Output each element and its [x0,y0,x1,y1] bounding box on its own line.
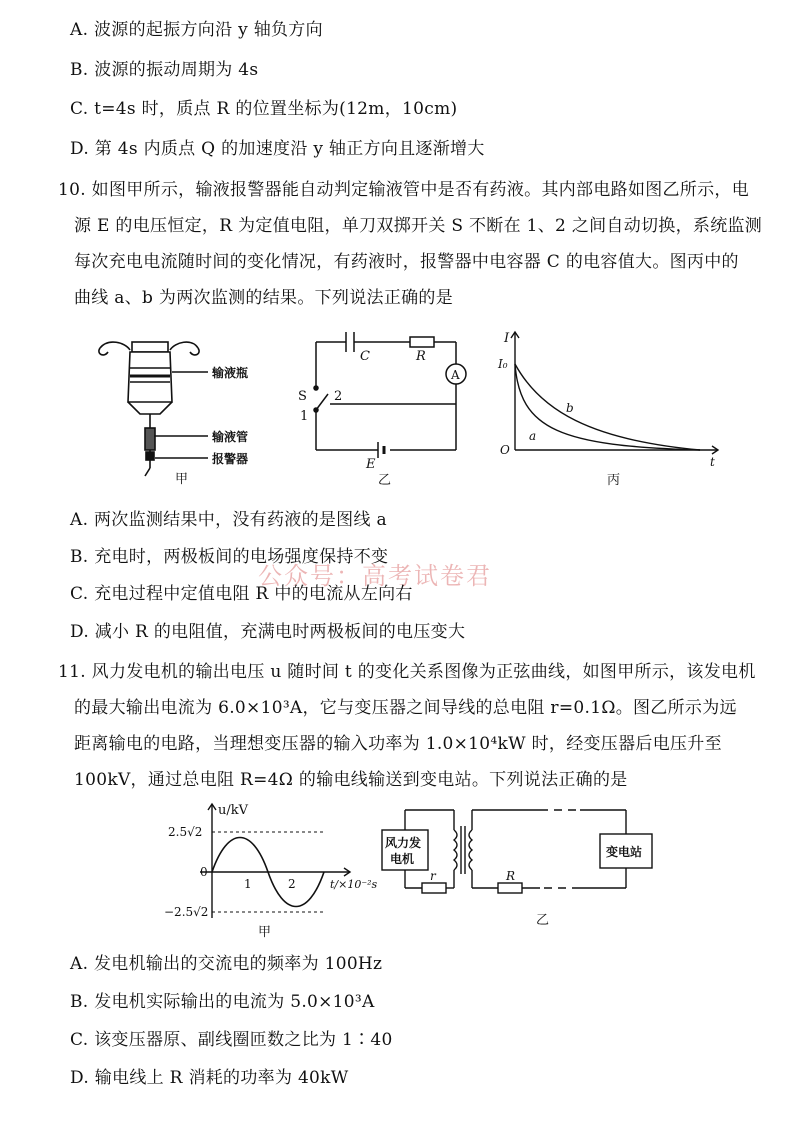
q11-yi-r-big-label: R [506,869,516,883]
q10-bing-t-label: t [710,455,715,469]
q11-yi-caption: 乙 [536,913,550,928]
q11-jia-ymin: −2.5√2 [164,905,209,919]
q10-option-b: B. 充电时，两极板间的电场强度保持不变 [70,547,389,567]
q10-yi-2-label: 2 [334,389,343,404]
watermark: 公众号：高考试卷君 [258,562,492,590]
q11-yi-generator-line2: 电机 [390,852,415,866]
q10-bing-b-label: b [566,401,574,415]
q9-option-a: A. 波源的起振方向沿 y 轴负方向 [70,20,323,40]
q11-jia-tick1: 1 [244,877,252,891]
q9-option-c: C. t=4s 时，质点 R 的位置坐标为(12m，10cm) [70,99,458,119]
q11-yi-generator-line1: 风力发 [385,836,422,850]
q10-stem-line3: 每次充电电流随时间的变化情况，有药液时，报警器中电容器 C 的电容值大。图丙中的 [74,252,739,272]
q11-stem-line4: 100kV，通过总电阻 R=4Ω 的输电线输送到变电站。下列说法正确的是 [74,770,628,790]
q10-bing-caption: 丙 [607,473,621,488]
q10-curve-a [515,364,700,450]
q10-option-d: D. 减小 R 的电阻值，充满电时两极板间的电压变大 [70,622,466,642]
q11-stem-line1: 11. 风力发电机的输出电压 u 随时间 t 的变化关系图像为正弦曲线，如图甲所示，该发电机 [58,662,756,682]
q11-option-b: B. 发电机实际输出的电流为 5.0×10³A [70,992,375,1012]
q11-yi-r-small-label: r [430,869,436,883]
q10-yi-c-label: C [360,349,370,364]
q10-bing-o-label: O [500,443,510,457]
q11-jia-tick2: 2 [288,877,296,891]
q9-option-b: B. 波源的振动周期为 4s [70,60,259,80]
q10-yi-1-label: 1 [300,409,309,424]
q10-jia-bottle-label: 输液瓶 [212,366,249,380]
q11-jia-zero: 0 [200,865,208,879]
q10-stem-line1: 10. 如图甲所示，输液报警器能自动判定输液管中是否有药液。其内部电路如图乙所示，电 [58,180,750,200]
q11-option-d: D. 输电线上 R 消耗的功率为 40kW [70,1068,349,1088]
q10-jia-tube-label: 输液管 [212,430,249,444]
q11-figures [0,796,800,946]
q10-yi-e-label: E [366,457,376,472]
q11-option-c: C. 该变压器原、副线圈匝数之比为 1∶40 [70,1030,393,1050]
q10-option-c: C. 充电过程中定值电阻 R 中的电流从左向右 [70,584,413,604]
q11-jia-ylabel: u/kV [218,803,249,818]
q10-jia-alarm-label: 报警器 [212,452,249,466]
q11-jia-caption: 甲 [258,925,272,940]
q11-stem-line3: 距离输电的电路，当理想变压器的输入功率为 1.0×10⁴kW 时，经变压器后电压升至 [74,734,722,754]
q10-stem-line2: 源 E 的电压恒定，R 为定值电阻，单刀双掷开关 S 不断在 1、2 之间自动切换，系统监测 [74,216,763,236]
q10-stem-line4: 曲线 a、b 为两次监测的结果。下列说法正确的是 [74,288,454,308]
q10-yi-caption: 乙 [378,473,392,488]
q11-option-a: A. 发电机输出的交流电的频率为 100Hz [70,954,383,974]
q10-curve-b [515,364,700,450]
q10-yi-ammeter-label: A [451,368,460,382]
q10-fig-jia [99,342,208,476]
q11-yi-station-label: 变电站 [606,845,643,859]
q9-option-d: D. 第 4s 内质点 Q 的加速度沿 y 轴正方向且逐渐增大 [70,139,485,159]
q10-figures [0,320,800,500]
q10-yi-r-label: R [416,349,426,364]
q10-bing-a-label: a [529,429,537,443]
q10-jia-caption: 甲 [175,472,189,487]
q10-bing-i0-label: I₀ [498,357,508,371]
q10-yi-s-label: S [298,389,307,404]
q10-bing-i-label: I [504,331,510,346]
q10-option-a: A. 两次监测结果中，没有药液的是图线 a [70,510,387,530]
q11-jia-ymax: 2.5√2 [168,825,203,839]
q11-jia-xlabel: t/×10⁻²s [330,878,378,891]
q11-fig-jia-axes [200,804,350,918]
q11-stem-line2: 的最大输出电流为 6.0×10³A，它与变压器之间导线的总电阻 r=0.1Ω。图乙所示为远 [74,698,737,718]
